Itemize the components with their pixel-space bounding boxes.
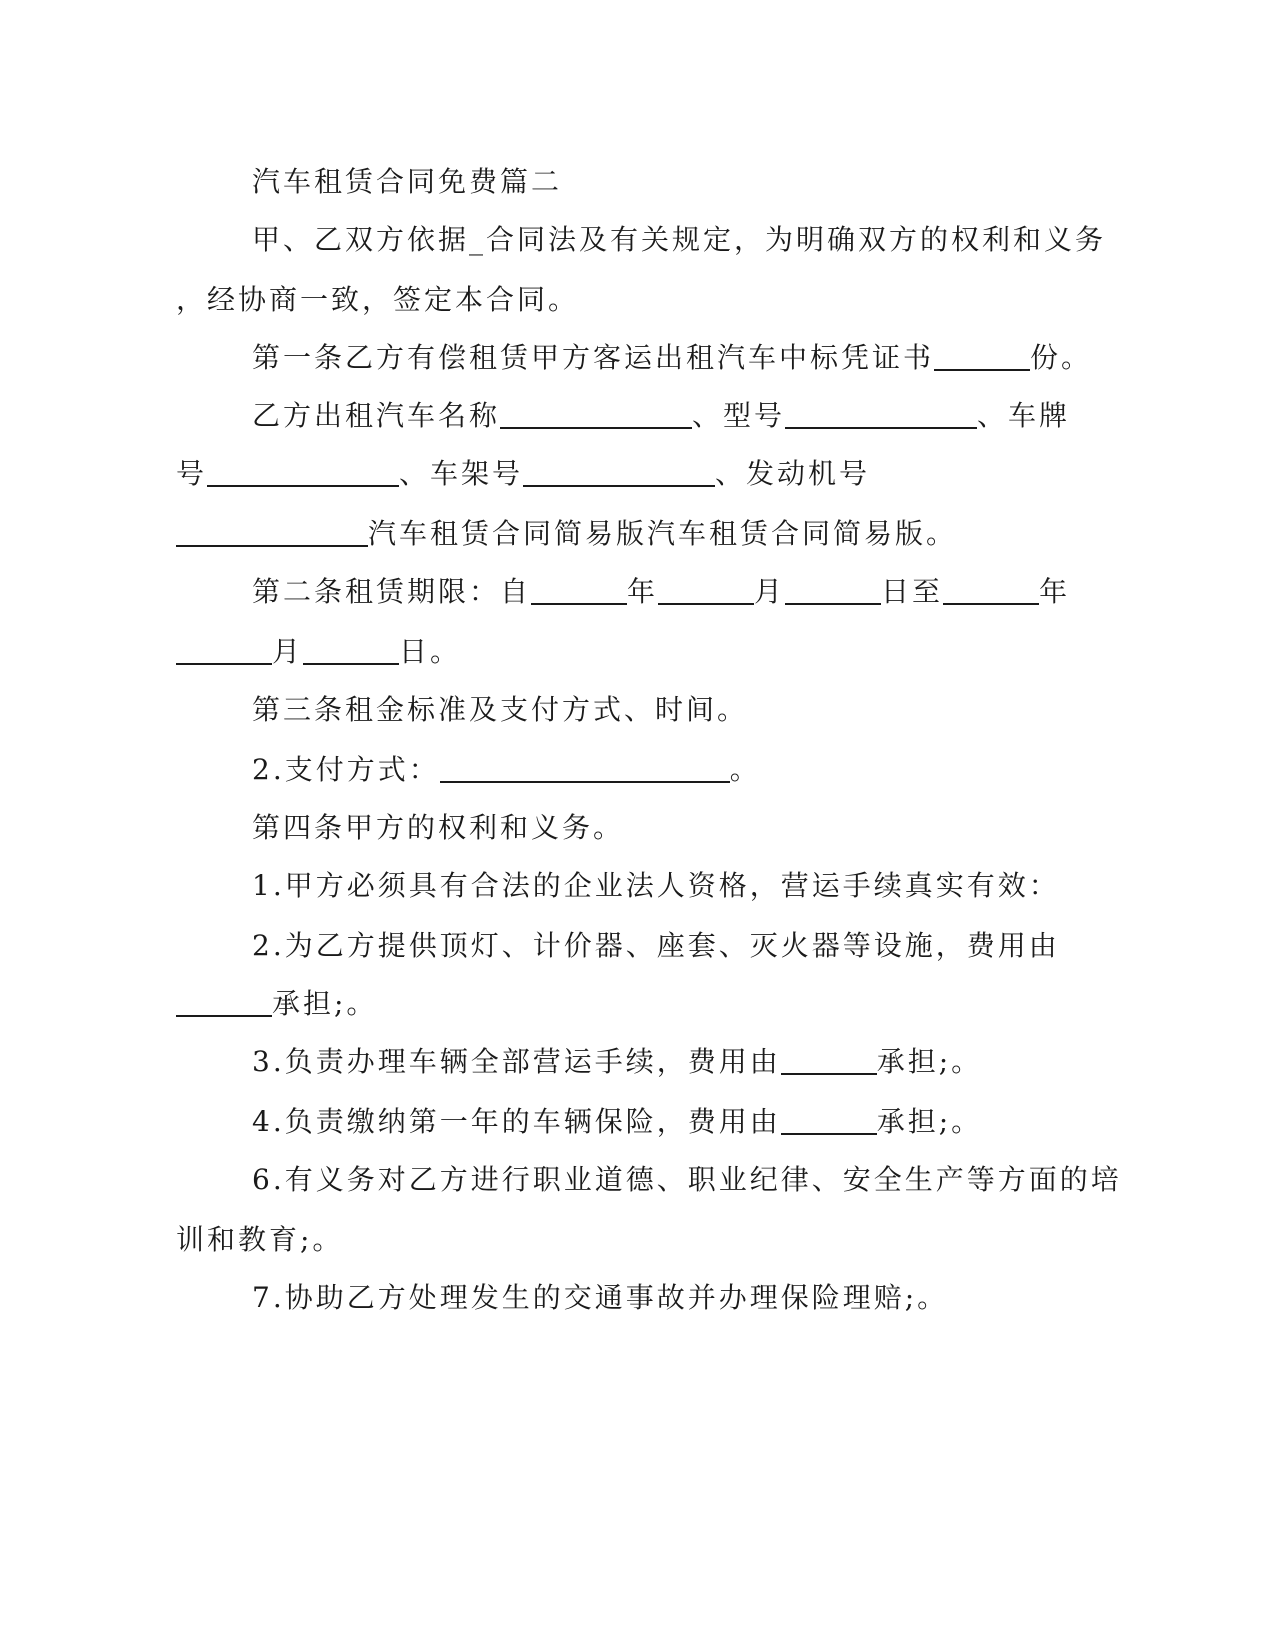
article-4-item-6-line-2: 训和教育;。 xyxy=(176,1223,344,1256)
article-3-title: 第三条租金标准及支付方式、时间。 xyxy=(252,693,749,726)
blank-field xyxy=(176,635,272,665)
blank-field xyxy=(176,517,368,547)
vehicle-line-1: 乙方出租汽车名称 、型号 、车牌 xyxy=(252,399,1071,432)
blank-field xyxy=(781,1105,877,1135)
article-2-line-2: 月 日。 xyxy=(176,634,461,670)
article-4-item-7: 7.协助乙方处理发生的交通事故并办理保险理赔;。 xyxy=(252,1281,949,1314)
article-4-item-4: 4.负责缴纳第一年的车辆保险，费用由 承担;。 xyxy=(252,1105,983,1138)
blank-field xyxy=(785,399,977,429)
blank-field xyxy=(523,457,715,487)
blank-field xyxy=(440,753,730,783)
blank-field xyxy=(531,575,627,605)
article-4-item-6-line-1: 6.有义务对乙方进行职业道德、职业纪律、安全生产等方面的培 xyxy=(252,1163,1122,1196)
blank-field xyxy=(934,341,1030,371)
blank-field xyxy=(943,575,1039,605)
vehicle-line-2: 号 、车架号 、发动机号 xyxy=(176,457,871,490)
article-4-item-2-line-2: 承担;。 xyxy=(176,986,377,1022)
article-2-line-1: 第二条租赁期限：自 年 月 日至 年 xyxy=(252,575,1071,608)
payment-method: 2.支付方式： 。 xyxy=(252,753,761,786)
document-heading: 汽车租赁合同免费篇二 xyxy=(252,165,563,198)
article-4-title: 第四条甲方的权利和义务。 xyxy=(252,811,625,844)
blank-field xyxy=(500,399,692,429)
preamble-line-1: 甲、乙双方依据_合同法及有关规定，为明确双方的权利和义务 xyxy=(252,223,1107,256)
blank-field xyxy=(785,575,881,605)
vehicle-line-3: 汽车租赁合同简易版汽车租赁合同简易版。 xyxy=(176,516,957,552)
preamble-line-2: ，经协商一致，签定本合同。 xyxy=(176,283,580,316)
blank-field xyxy=(176,987,272,1017)
blank-field xyxy=(781,1045,877,1075)
article-1: 第一条乙方有偿租赁甲方客运出租汽车中标凭证书 份。 xyxy=(252,341,1093,374)
article-4-item-3: 3.负责办理车辆全部营运手续，费用由 承担;。 xyxy=(252,1045,983,1078)
blank-field xyxy=(658,575,754,605)
article-4-item-2-line-1: 2.为乙方提供顶灯、计价器、座套、灭火器等设施，费用由 xyxy=(252,929,1060,962)
blank-field xyxy=(207,457,399,487)
blank-field xyxy=(303,635,399,665)
article-4-item-1: 1.甲方必须具有合法的企业法人资格，营运手续真实有效： xyxy=(252,869,1060,902)
